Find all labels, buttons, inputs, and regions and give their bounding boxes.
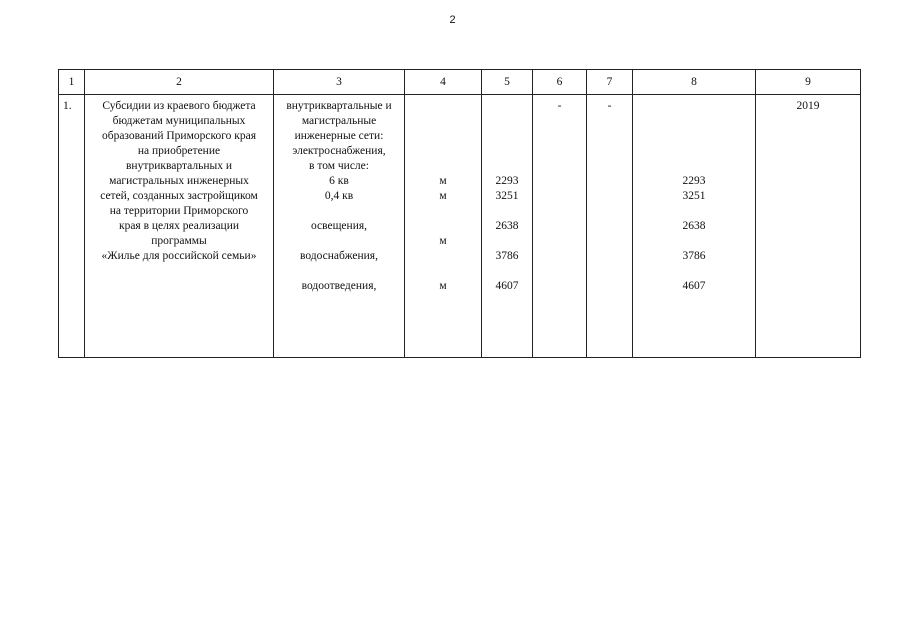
col6-cell: [533, 95, 587, 358]
cell-line: бюджетам муниципальных: [112, 115, 246, 127]
cell-line: 6 кв: [329, 175, 349, 187]
cell-line: [405, 264, 481, 279]
cell-line: 3251: [495, 190, 519, 202]
length-cell: [482, 95, 533, 358]
column-header: 7: [587, 70, 633, 95]
column-header: 3: [274, 70, 405, 95]
description-text: [85, 95, 273, 264]
cell-line: 3786: [682, 250, 706, 262]
cell-line: водоснабжения,: [300, 250, 378, 262]
table-header-row: [59, 70, 861, 95]
cell-line: 2293: [682, 175, 706, 187]
col7-cell: [587, 95, 633, 358]
cell-line: края в целях реализации: [118, 220, 240, 232]
cell-line: [633, 234, 755, 249]
cell-line: 2293: [495, 175, 519, 187]
column-header: 4: [405, 70, 482, 95]
year-cell: [756, 95, 861, 358]
cell-line: [405, 219, 481, 234]
table-row: [59, 95, 861, 358]
cell-line: [482, 99, 532, 114]
column-header: 1: [59, 70, 85, 95]
column-header: 9: [756, 70, 861, 95]
cell-line: внутриквартальные и: [286, 100, 392, 112]
cell-line: 4607: [495, 280, 519, 292]
cell-line: [482, 129, 532, 144]
column-header: 2: [85, 70, 274, 95]
cell-line: «Жилье для российской семьи»: [101, 250, 257, 262]
cell-line: [405, 114, 481, 129]
cell-line: программы: [151, 235, 207, 247]
cell-line: [633, 129, 755, 144]
col8-cell: [633, 95, 756, 358]
column-header: 6: [533, 70, 587, 95]
cell-line: магистральных инженерных: [109, 175, 249, 187]
cell-line: электроснабжения,: [292, 145, 386, 157]
cell-line: внутриквартальных и: [126, 160, 232, 172]
cell-line: [482, 264, 532, 279]
cell-line: [633, 144, 755, 159]
cell-line: [405, 249, 481, 264]
cell-line: магистральные: [301, 115, 377, 127]
cell-line: образований Приморского края: [101, 130, 257, 142]
cell-line: [482, 234, 532, 249]
year-value: 2019: [796, 100, 820, 112]
row-number-cell: [59, 95, 85, 358]
cell-line: м: [439, 280, 447, 292]
cell-line: освещения,: [310, 220, 368, 232]
cell-line: [405, 129, 481, 144]
cell-line: [405, 159, 481, 174]
cell-line: 3786: [495, 250, 519, 262]
networks-text: [274, 95, 404, 294]
cell-line: [482, 204, 532, 219]
cell-line: [633, 204, 755, 219]
column-header: 5: [482, 70, 533, 95]
cell-line: [274, 264, 404, 279]
cell-line: [405, 144, 481, 159]
cell-line: 4607: [682, 280, 706, 292]
column-header: 8: [633, 70, 756, 95]
networks-cell: [274, 95, 405, 358]
cell-line: м: [439, 235, 447, 247]
data-table: [58, 69, 861, 358]
cell-line: м: [439, 190, 447, 202]
cell-line: на территории Приморского: [109, 205, 249, 217]
cell-line: м: [439, 175, 447, 187]
cell-line: [482, 144, 532, 159]
cell-line: [405, 99, 481, 114]
cell-line: [633, 99, 755, 114]
cell-line: на приобретение: [137, 145, 221, 157]
cell-line: [405, 204, 481, 219]
cell-line: 2638: [495, 220, 519, 232]
cell-line: 0,4 кв: [324, 190, 354, 202]
cell-line: [633, 264, 755, 279]
length-values: [482, 95, 532, 294]
cell-line: [633, 114, 755, 129]
page-number: 2: [449, 14, 456, 26]
unit-cell: [405, 95, 482, 358]
cell-line: [482, 159, 532, 174]
cell-line: 3251: [682, 190, 706, 202]
cell-line: инженерные сети:: [294, 130, 384, 142]
cell-line: [274, 204, 404, 219]
cell-line: [633, 159, 755, 174]
cell-line: [482, 114, 532, 129]
cell-line: водоотведения,: [301, 280, 377, 292]
col7-value: -: [607, 100, 612, 112]
col8-values: [633, 95, 755, 294]
col6-value: -: [557, 100, 562, 112]
cell-line: сетей, созданных застройщиком: [100, 190, 258, 202]
cell-line: [274, 234, 404, 249]
cell-line: Субсидии из краевого бюджета: [102, 100, 256, 112]
cell-line: 2638: [682, 220, 706, 232]
row-number: 1.: [63, 100, 72, 112]
description-cell: [85, 95, 274, 358]
unit-text: [405, 95, 481, 294]
cell-line: в том числе:: [309, 160, 369, 172]
